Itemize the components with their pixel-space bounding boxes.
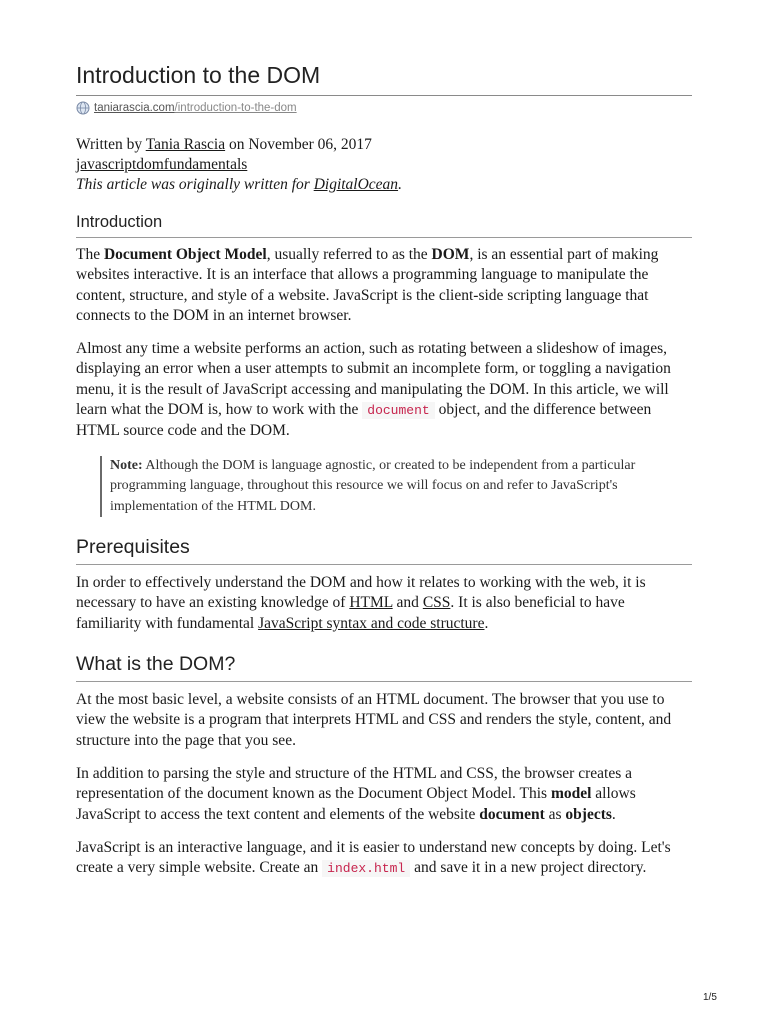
what-is-dom-heading: What is the DOM? <box>76 653 692 682</box>
text-run: . <box>484 614 489 632</box>
text-run: , is an essential part of making websites interactive. It is an interface that allows a programming language to manipulate the content, structure, and style of a website. JavaScript is the client-side scripting language that connects to the DOM in an internet browser. <box>76 246 659 324</box>
author-link[interactable]: Tania Rascia <box>145 136 226 153</box>
bold-term: objects <box>565 805 612 823</box>
text-run: , usually referred to as the <box>266 246 432 263</box>
text-run: Almost any time a website performs an action, such as rotating between a slideshow of images, displaying an error when a user attempts to submit an incomplete form, or toggling a navigation menu, it is the result of JavaScript accessing and manipulating the DOM. In this article, we will learn what the DOM is, how to work with the <box>76 340 671 419</box>
text-run: In order to effectively understand the DOM and how it relates to working with the web, it is necessary to have an existing knowledge of <box>76 574 646 612</box>
text-run: JavaScript is an interactive language, and it is easier to understand new concepts by doing. Let's create a very simple website. Create an <box>76 838 671 877</box>
bold-term: document <box>479 805 545 823</box>
note-blockquote <box>100 456 692 518</box>
source-domain[interactable]: taniarascia.com <box>94 102 175 114</box>
note-text: Although the DOM is language agnostic, or created to be independent from a particular programming language, throughout this resource we will focus on and refer to JavaScript's implementation of the HTML DOM. <box>110 457 636 514</box>
text-run: and <box>392 594 423 612</box>
tags-link[interactable]: javascriptdomfundamentals <box>76 156 248 173</box>
document-page <box>76 62 692 879</box>
text-run: The <box>76 246 104 263</box>
text-run: allows JavaScript to access the text content and elements of the website <box>76 785 636 823</box>
bold-term: model <box>550 785 592 803</box>
inline-code: document <box>362 402 434 419</box>
css-link[interactable]: CSS <box>422 594 451 612</box>
intro-paragraph-2 <box>76 339 692 441</box>
publish-date: on November 06, 2017 <box>225 136 372 153</box>
what-paragraph-1: At the most basic level, a website consists of an HTML document. The browser that you use to view the website is a program that interprets HTML and CSS and renders the style, content, and structure into the page that you see. <box>76 691 672 749</box>
bold-term: DOM <box>431 246 470 263</box>
prerequisites-heading: Prerequisites <box>76 536 692 565</box>
introduction-heading: Introduction <box>76 213 692 238</box>
what-paragraph-2 <box>76 764 692 825</box>
source-url[interactable] <box>76 101 692 115</box>
globe-icon <box>76 101 90 115</box>
prereq-paragraph <box>76 573 692 634</box>
text-run: . <box>611 805 616 823</box>
note-label: Note: <box>110 457 143 473</box>
page-title: Introduction to the DOM <box>76 62 692 96</box>
digitalocean-link[interactable]: DigitalOcean <box>313 176 399 193</box>
text-run: . It is also beneficial to have familiarity with fundamental <box>76 594 625 632</box>
source-path[interactable]: /introduction-to-the-dom <box>174 102 297 114</box>
text-run: as <box>544 805 566 823</box>
text-run: In addition to parsing the style and structure of the HTML and CSS, the browser creates a representation of the document known as the Document Object Model. This <box>76 764 632 803</box>
origin-text: This article was originally written for <box>76 176 314 193</box>
js-syntax-link[interactable]: JavaScript syntax and code structure <box>258 614 485 632</box>
text-run: and save it in a new project directory. <box>410 859 647 877</box>
what-paragraph-3 <box>76 838 692 880</box>
byline <box>76 135 692 195</box>
intro-paragraph-1 <box>76 245 692 326</box>
page-number: 1/5 <box>703 992 717 1003</box>
text-run: object, and the difference between HTML source code and the DOM. <box>76 401 652 440</box>
bold-term: Document Object Model <box>103 246 267 263</box>
origin-end: . <box>398 176 402 193</box>
html-link[interactable]: HTML <box>349 594 393 612</box>
inline-code: index.html <box>322 860 410 877</box>
written-by-label: Written by <box>76 136 146 153</box>
